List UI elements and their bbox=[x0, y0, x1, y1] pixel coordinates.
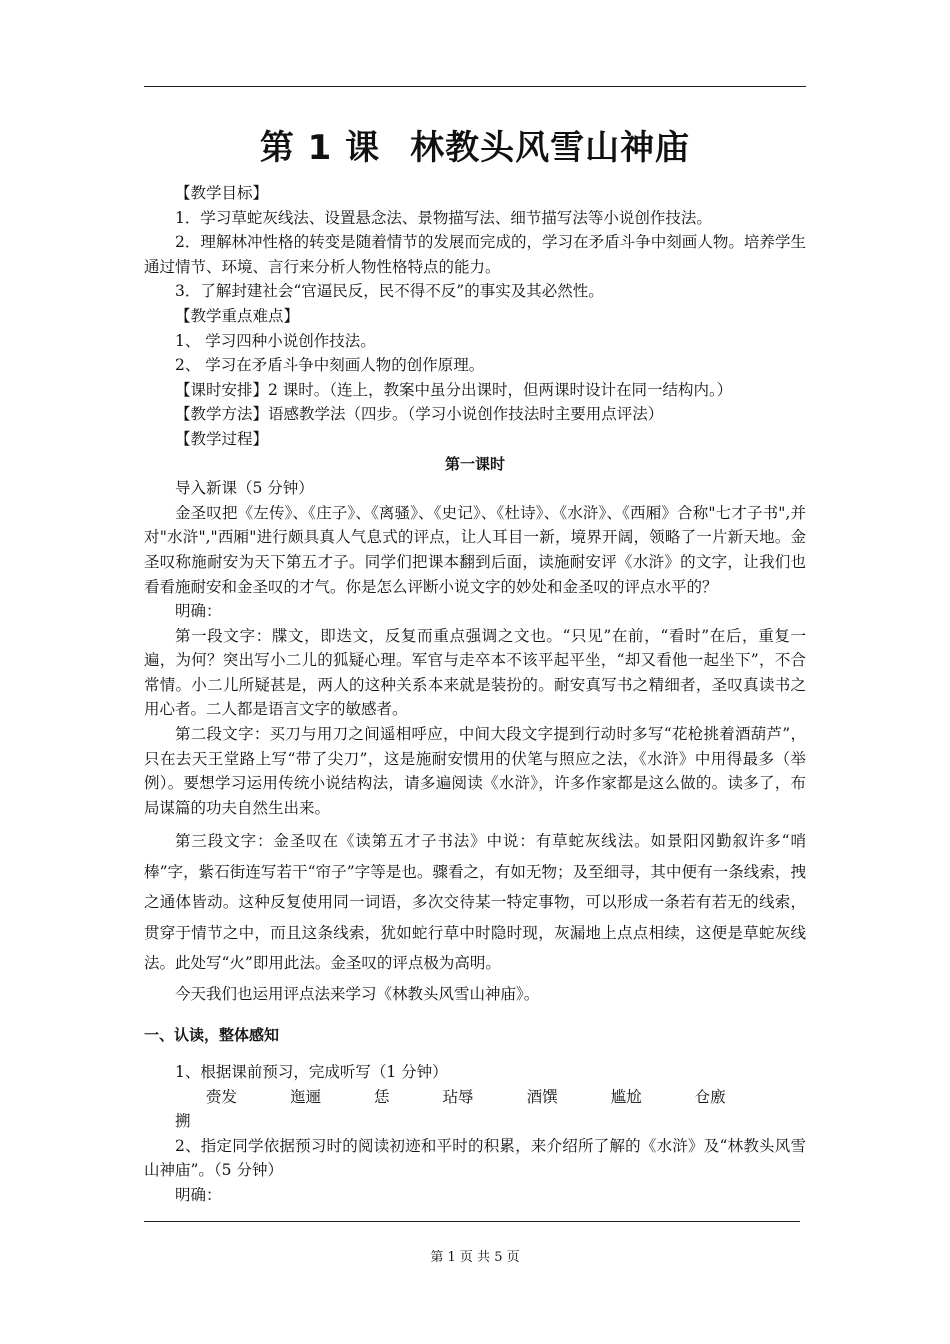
analysis-paragraph-3: 第三段文字：金圣叹在《读第五才子书法》中说：有草蛇灰线法。如景阳冈勤叙许多“哨棒”字，紫石街连写若干“帘子”字等是也。骤看之，有如无物；及至细寻，其中便有一条线索，拽之通体皆动。这种反复使用同一词语，多次交待某一特定事物，可以形成一条若有若无的线索，贯穿于情节之中，而且这条线索，犹如蛇行草中时隐时现，灰漏地上点点相续，这便是草蛇灰线法。此处写“火”即用此法。金圣叹的评点极为高明。 bbox=[144, 832, 806, 973]
vocab-word: 玷辱 bbox=[442, 1087, 474, 1106]
objective-item: 3．了解封建社会“官逼民反，民不得不反”的事实及其必然性。 bbox=[175, 282, 604, 301]
vocab-word: 迤逦 bbox=[290, 1087, 322, 1106]
header-rule bbox=[144, 86, 806, 87]
analysis-paragraph-1: 第一段文字：牒文，即迭文，反复而重点强调之文也。“只见”在前，“看时”在后，重复一遍，为何？突出写小二儿的狐疑心理。军官与走卒本不该平起平坐，“却又看他一起坐下”，不合常情。小二儿所疑甚是，两人的这种关系本来就是装扮的。耐安真写书之精细者，圣叹真读书之用心者。二人都是语言文字的敏感者。 bbox=[144, 626, 806, 719]
part-one-header: 一、认读，整体感知 bbox=[144, 1026, 280, 1045]
section-title: 第一课时 bbox=[444, 454, 505, 473]
vocabulary-list bbox=[144, 1085, 806, 1134]
lesson-title: 林教头风雪山神庙 bbox=[410, 128, 691, 168]
vocab-word: 恁 bbox=[374, 1087, 390, 1106]
page-number: 第 1 页 共 5 页 bbox=[430, 1250, 520, 1265]
vocab-word: 赍发 bbox=[206, 1087, 238, 1106]
vocab-word: 仓廒 bbox=[694, 1087, 726, 1106]
process-header: 【教学过程】 bbox=[175, 429, 269, 448]
mingque-label: 明确： bbox=[175, 1186, 222, 1204]
schedule-line: 【课时安排】2 课时。（连上，教案中虽分出课时，但两课时设计在同一结构内。） bbox=[175, 380, 733, 399]
document-body bbox=[144, 120, 806, 1208]
intro-paragraph: 金圣叹把《左传》、《庄子》、《离骚》、《史记》、《杜诗》、《水浒》、《西厢》合称"七才子书",并对"水浒","西厢"进行颇具真人气息式的评点，让人耳目一新，境界开阔，领略了一片新天地。金圣叹称施耐安为天下第五才子。同学们把课本翻到后面，读施耐安评《水浒》的文字，让我们也看看施耐安和金圣叹的才气。你是怎么评断小说文字的妙处和金圣叹的评点水平的？ bbox=[144, 503, 806, 596]
mingque-label: 明确： bbox=[175, 602, 222, 621]
closing-paragraph: 今天我们也运用评点法来学习《林教头风雪山神庙》。 bbox=[175, 984, 540, 1003]
key-points-header: 【教学重点难点】 bbox=[175, 306, 300, 325]
lesson-number: 第 1 课 bbox=[259, 128, 381, 168]
analysis-paragraph-2: 第二段文字：买刀与用刀之间遥相呼应，中间大段文字提到行动时多写“花枪挑着酒葫芦”，只在去天王堂路上写“带了尖刀”，这是施耐安惯用的伏笔与照应之法，《水浒》中用得最多（举例）。要想学习运用传统小说结构法，请多遍阅读《水浒》，许多作家都是这么做的。读多了，布局谋篇的功夫自然生出来。 bbox=[144, 725, 806, 817]
vocab-word: 酒馔 bbox=[526, 1087, 558, 1106]
intro-label: 导入新课（5 分钟） bbox=[175, 479, 314, 498]
method-line: 【教学方法】语感教学法（四步。（学习小说创作技法时主要用点评法） bbox=[175, 405, 664, 424]
page-title bbox=[144, 120, 806, 169]
objective-item: 1．学习草蛇灰线法、设置悬念法、景物描写法、细节描写法等小说创作技法。 bbox=[175, 208, 712, 227]
dictation-task: 1、根据课前预习，完成听写（1 分钟） bbox=[175, 1063, 448, 1082]
key-point-item: 2、 学习在矛盾斗争中刻画人物的创作原理。 bbox=[175, 356, 485, 375]
objective-item: 2．理解林冲性格的转变是随着情节的发展而完成的，学习在矛盾斗争中刻画人物。培养学生通过情节、环境、言行来分析人物性格特点的能力。 bbox=[144, 233, 806, 276]
footer-rule bbox=[144, 1221, 800, 1222]
vocab-word: 尴尬 bbox=[610, 1087, 642, 1106]
vocab-word: 搠 bbox=[175, 1112, 191, 1131]
intro-task: 2、指定同学依据预习时的阅读初迹和平时的积累，来介绍所了解的《水浒》及“林教头风雪山神庙”。（5 分钟） bbox=[144, 1136, 806, 1180]
key-point-item: 1、 学习四种小说创作技法。 bbox=[175, 331, 376, 350]
objectives-header: 【教学目标】 bbox=[175, 184, 269, 202]
